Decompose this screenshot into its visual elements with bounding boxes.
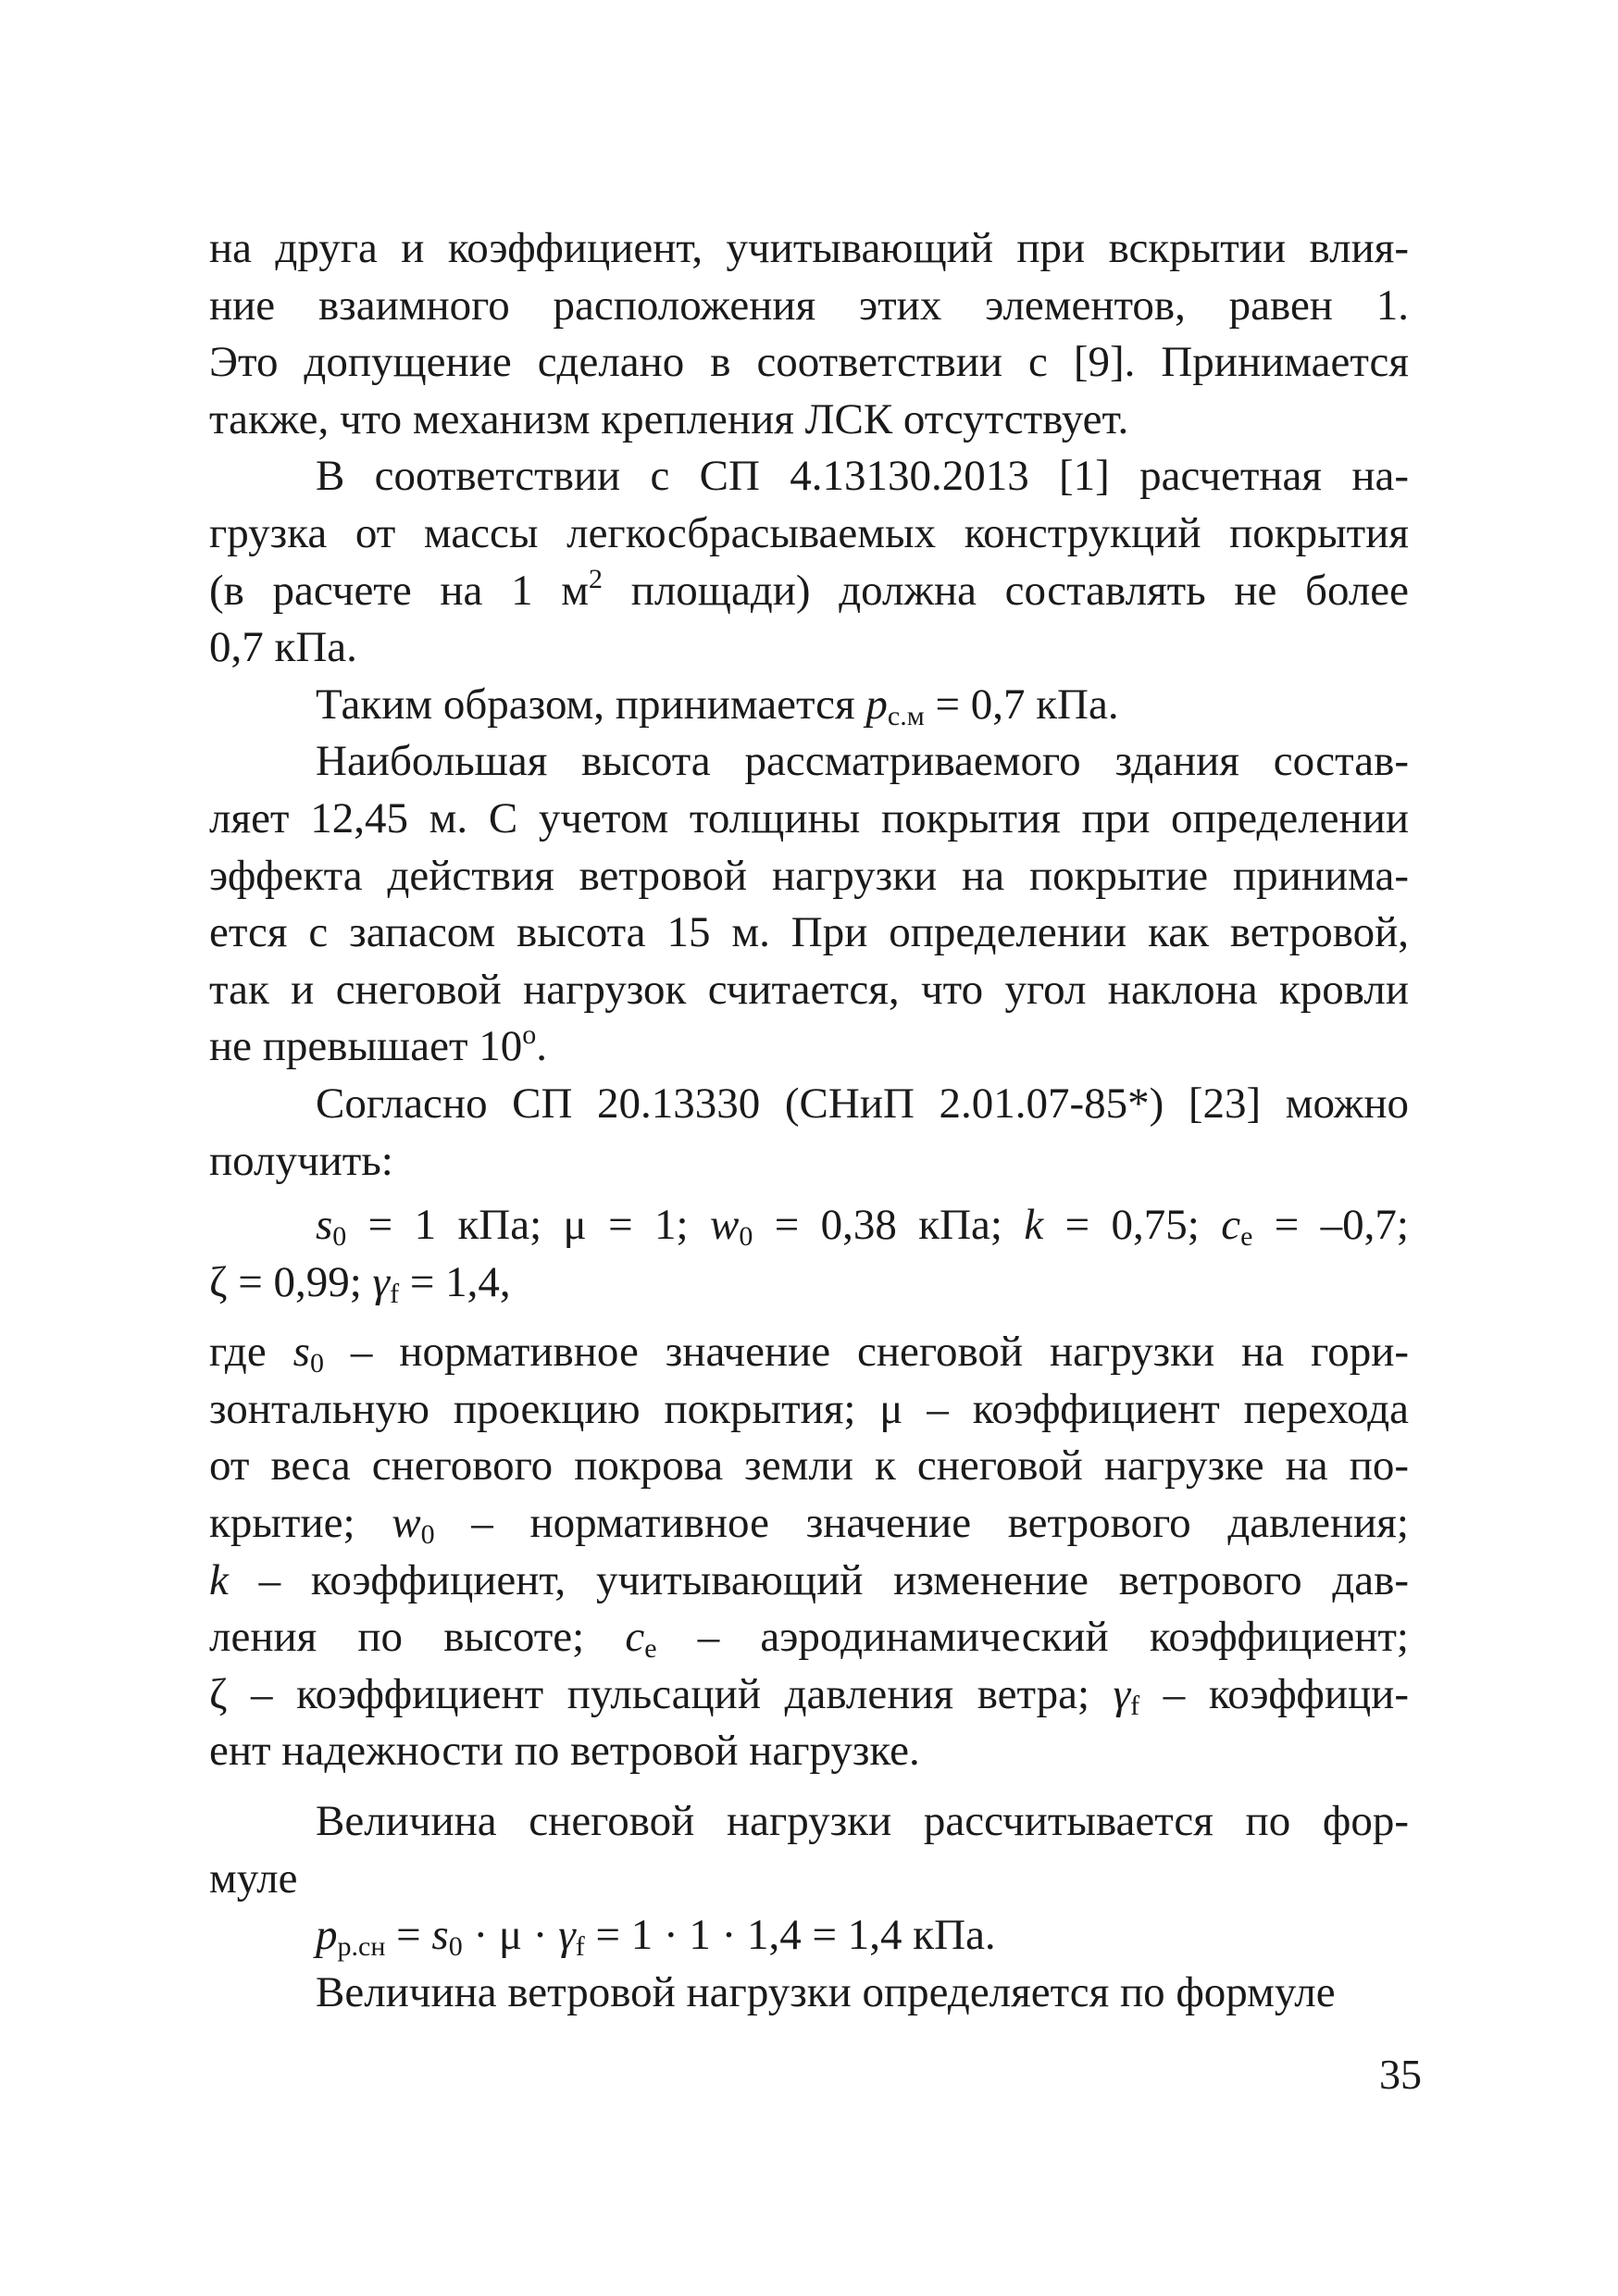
text-line: от веса снегового покрова земли к снеговой нагрузке на по- xyxy=(209,1441,1409,1491)
text-line: зонтальную проекцию покрытия; μ – коэффициент перехода xyxy=(209,1384,1409,1433)
subscript: 0 xyxy=(739,1221,753,1253)
text-line: так и снеговой нагрузок считается, что угол наклона кровли xyxy=(209,965,1409,1014)
text-fragment: крытие; xyxy=(209,1499,392,1548)
text-fragment: не превышает 10 xyxy=(209,1022,523,1071)
text-line: ется с запасом высота 15 м. При определении как ветровой, xyxy=(209,908,1409,957)
subscript: 0 xyxy=(309,1348,324,1379)
body-text xyxy=(209,220,1409,2021)
text-fragment: Таким образом, принимается xyxy=(316,680,866,729)
text-fragment: = 0,75; xyxy=(1043,1201,1222,1250)
text-line xyxy=(209,1609,1409,1666)
text-fragment: = 1 кПа; μ = 1; xyxy=(346,1201,710,1250)
variable: w xyxy=(392,1499,421,1548)
text-fragment: = 0,38 кПа; xyxy=(753,1201,1025,1250)
text-line: на друга и коэффициент, учитывающий при вскрытии влия- xyxy=(209,224,1409,272)
text-line: муле xyxy=(209,1853,298,1903)
variable: k xyxy=(1024,1201,1044,1250)
variable: s xyxy=(431,1911,449,1960)
formula-line xyxy=(209,1907,1409,1965)
text-fragment: площади) должна составлять не более xyxy=(603,566,1410,615)
text-fragment: – нормативное значение ветрового давления; xyxy=(434,1499,1409,1548)
variable: c xyxy=(1221,1201,1241,1250)
variable: p xyxy=(316,1911,338,1960)
formula-line xyxy=(209,1254,1409,1312)
text-fragment: · μ · xyxy=(462,1911,559,1960)
variable: p xyxy=(865,680,888,729)
text-fragment: . xyxy=(536,1022,547,1071)
subscript: р.сн xyxy=(337,1931,386,1963)
text-fragment: = –0,7; xyxy=(1252,1201,1409,1250)
superscript: 2 xyxy=(589,563,604,594)
subscript: f xyxy=(575,1931,585,1963)
subscript: e xyxy=(644,1633,657,1665)
text-line: также, что механизм крепления ЛСК отсутствует. xyxy=(209,394,1129,443)
superscript: о xyxy=(522,1019,537,1051)
text-line: ляет 12,45 м. С учетом толщины покрытия при определении xyxy=(209,793,1409,842)
page-number: 35 xyxy=(1379,2051,1422,2098)
subscript: с.м xyxy=(887,700,925,731)
text-fragment: = 1 · 1 · 1,4 = 1,4 кПа. xyxy=(584,1911,996,1960)
text-fragment: = 0,7 кПа. xyxy=(924,680,1119,729)
text-line: ент надежности по ветровой нагрузке. xyxy=(209,1727,920,1776)
text-fragment: ζ = 0,99; xyxy=(209,1257,373,1306)
subscript: f xyxy=(390,1278,400,1309)
text-line xyxy=(209,1666,1409,1724)
paragraph-start xyxy=(209,677,1409,734)
paragraph-start: В соответствии с СП 4.13130.2013 [1] расчетная на- xyxy=(316,452,1409,501)
subscript: 0 xyxy=(448,1931,463,1963)
text-line xyxy=(209,563,1409,620)
variable: k xyxy=(209,1555,229,1604)
text-line: эффекта действия ветровой нагрузки на покрытие принима- xyxy=(209,851,1409,900)
text-fragment: ζ – коэффициент пульсаций давления ветра; xyxy=(209,1669,1114,1718)
text-line xyxy=(209,1553,1409,1610)
subscript: f xyxy=(1130,1690,1140,1721)
text-fragment: – коэффици- xyxy=(1139,1669,1409,1718)
text-line: 0,7 кПа. xyxy=(209,623,357,672)
paragraph-start: Величина ветровой нагрузки определяется по формуле xyxy=(316,1967,1336,2016)
variable: γ xyxy=(372,1257,391,1306)
text-line xyxy=(209,1018,1409,1076)
formula-line xyxy=(209,1197,1409,1254)
text-fragment: ления по высоте; xyxy=(209,1613,626,1662)
text-fragment: – нормативное значение снеговой нагрузки на гори- xyxy=(323,1328,1409,1377)
subscript: 0 xyxy=(332,1221,347,1253)
text-line: ние взаимного расположения этих элементов, равен 1. xyxy=(209,281,1409,330)
text-fragment: (в расчете на 1 м xyxy=(209,566,590,615)
subscript: 0 xyxy=(420,1519,435,1551)
text-fragment: где xyxy=(209,1328,293,1377)
paragraph-start: Согласно СП 20.13330 (СНиП 2.01.07-85*) [23] можно xyxy=(316,1079,1409,1128)
text-fragment: = xyxy=(385,1911,432,1960)
variable: w xyxy=(709,1201,740,1250)
text-line xyxy=(209,1324,1409,1381)
text-line: получить: xyxy=(209,1136,393,1185)
variable: s xyxy=(292,1328,310,1377)
text-fragment: = 1,4, xyxy=(399,1257,511,1306)
text-line: Это допущение сделано в соответствии с [9]. Принимается xyxy=(209,338,1409,387)
text-line: грузка от массы легкосбрасываемых конструкций покрытия xyxy=(209,508,1409,557)
text-fragment: – аэродинамический коэффициент; xyxy=(656,1613,1409,1662)
variable: γ xyxy=(1113,1669,1131,1718)
text-line xyxy=(209,1495,1409,1553)
variable: s xyxy=(316,1201,333,1250)
paragraph-start: Наибольшая высота рассматриваемого здания состав- xyxy=(316,737,1409,786)
paragraph-start: Величина снеговой нагрузки рассчитывается по фор- xyxy=(316,1797,1409,1846)
text-fragment: – коэффициент, учитывающий изменение ветрового дав- xyxy=(228,1555,1409,1604)
variable: c xyxy=(625,1613,645,1662)
variable: γ xyxy=(558,1911,576,1960)
subscript: e xyxy=(1240,1221,1253,1253)
